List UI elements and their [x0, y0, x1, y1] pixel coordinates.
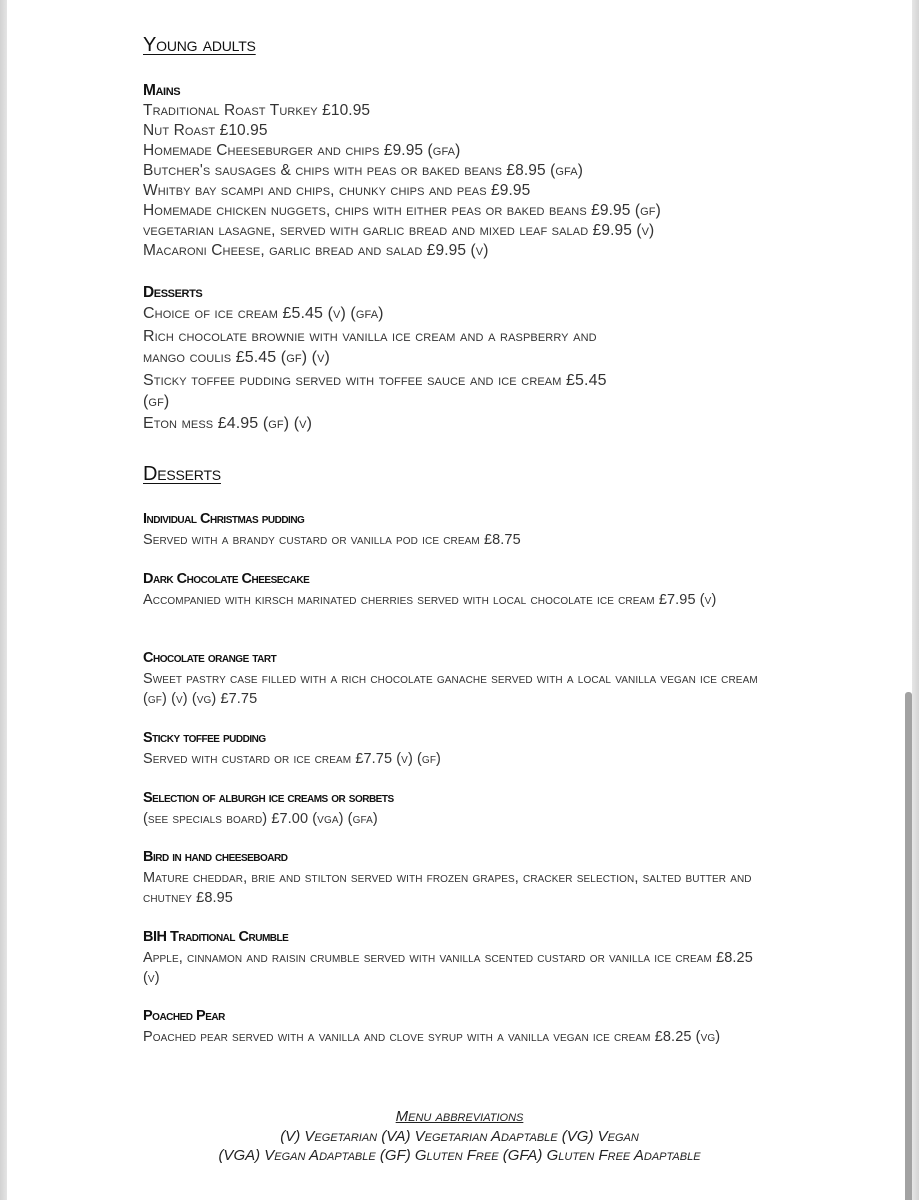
- dessert-description: Served with custard or ice cream £7.75 (v) (gf): [143, 751, 441, 767]
- dessert-description: Served with a brandy custard or vanilla pod ice cream £8.75: [143, 532, 521, 548]
- list-item: Rich chocolate brownie with vanilla ice cream and a raspberry and: [143, 328, 597, 345]
- section-title-young-adults: Young adults: [143, 34, 256, 56]
- dessert-name: Chocolate orange tart: [143, 650, 277, 666]
- list-item: vegetarian lasagne, served with garlic bread and mixed leaf salad £9.95 (v): [143, 222, 655, 239]
- dessert-description: (see specials board) £7.00 (vga) (gfa): [143, 811, 378, 827]
- abbreviations-line: (VGA) Vegan Adaptable (GF) Gluten Free (GFA) Gluten Free Adaptable: [218, 1147, 701, 1164]
- list-item: Choice of ice cream £5.45 (v) (gfa): [143, 305, 384, 322]
- list-item: Nut Roast £10.95: [143, 122, 268, 139]
- dessert-description: Apple, cinnamon and raisin crumble served with vanilla scented custard or vanilla ice cream £8.25 (v): [143, 950, 753, 986]
- list-item: Sticky toffee pudding served with toffee sauce and ice cream £5.45: [143, 372, 607, 389]
- list-item: Traditional Roast Turkey £10.95: [143, 102, 371, 119]
- window-edge-left: [0, 0, 7, 1200]
- list-item: Homemade Cheeseburger and chips £9.95 (gfa): [143, 142, 461, 159]
- dessert-name: Dark Chocolate Cheesecake: [143, 571, 310, 587]
- scrollbar-track[interactable]: [912, 0, 919, 1200]
- section-title-desserts: Desserts: [143, 463, 221, 485]
- abbreviations-line: (V) Vegetarian (VA) Vegetarian Adaptable (VG) Vegan: [280, 1128, 639, 1145]
- dessert-description: Sweet pastry case filled with a rich chocolate ganache served with a local vanilla vegan ice cream (gf) (v) (vg) £7.75: [143, 671, 758, 707]
- dessert-name: BIH Traditional Crumble: [143, 929, 289, 945]
- subheading-young-desserts: Desserts: [143, 284, 203, 301]
- dessert-name: Bird in hand cheeseboard: [143, 849, 288, 865]
- subheading-mains: Mains: [143, 82, 181, 99]
- list-item: Eton mess £4.95 (gf) (v): [143, 415, 313, 432]
- dessert-description: Mature cheddar, brie and stilton served with frozen grapes, cracker selection, salted butter and chutney £8.95: [143, 870, 752, 906]
- list-item: Butcher's sausages & chips with peas or baked beans £8.95 (gfa): [143, 162, 583, 179]
- abbreviations-title: Menu abbreviations: [395, 1108, 524, 1125]
- dessert-name: Selection of alburgh ice creams or sorbets: [143, 790, 394, 806]
- dessert-name: Sticky toffee pudding: [143, 730, 266, 746]
- list-item: (gf): [143, 393, 170, 410]
- dessert-description: Accompanied with kirsch marinated cherries served with local chocolate ice cream £7.95 (v): [143, 592, 717, 608]
- dessert-name: Poached Pear: [143, 1008, 225, 1024]
- dessert-name: Individual Christmas pudding: [143, 511, 305, 527]
- list-item: Homemade chicken nuggets, chips with either peas or baked beans £9.95 (gf): [143, 202, 661, 219]
- dessert-description: Poached pear served with a vanilla and clove syrup with a vanilla vegan ice cream £8.25 (vg): [143, 1029, 721, 1045]
- list-item: Whitby bay scampi and chips, chunky chips and peas £9.95: [143, 182, 531, 199]
- list-item: Macaroni Cheese, garlic bread and salad £9.95 (v): [143, 242, 489, 259]
- list-item: mango coulis £5.45 (gf) (v): [143, 349, 330, 366]
